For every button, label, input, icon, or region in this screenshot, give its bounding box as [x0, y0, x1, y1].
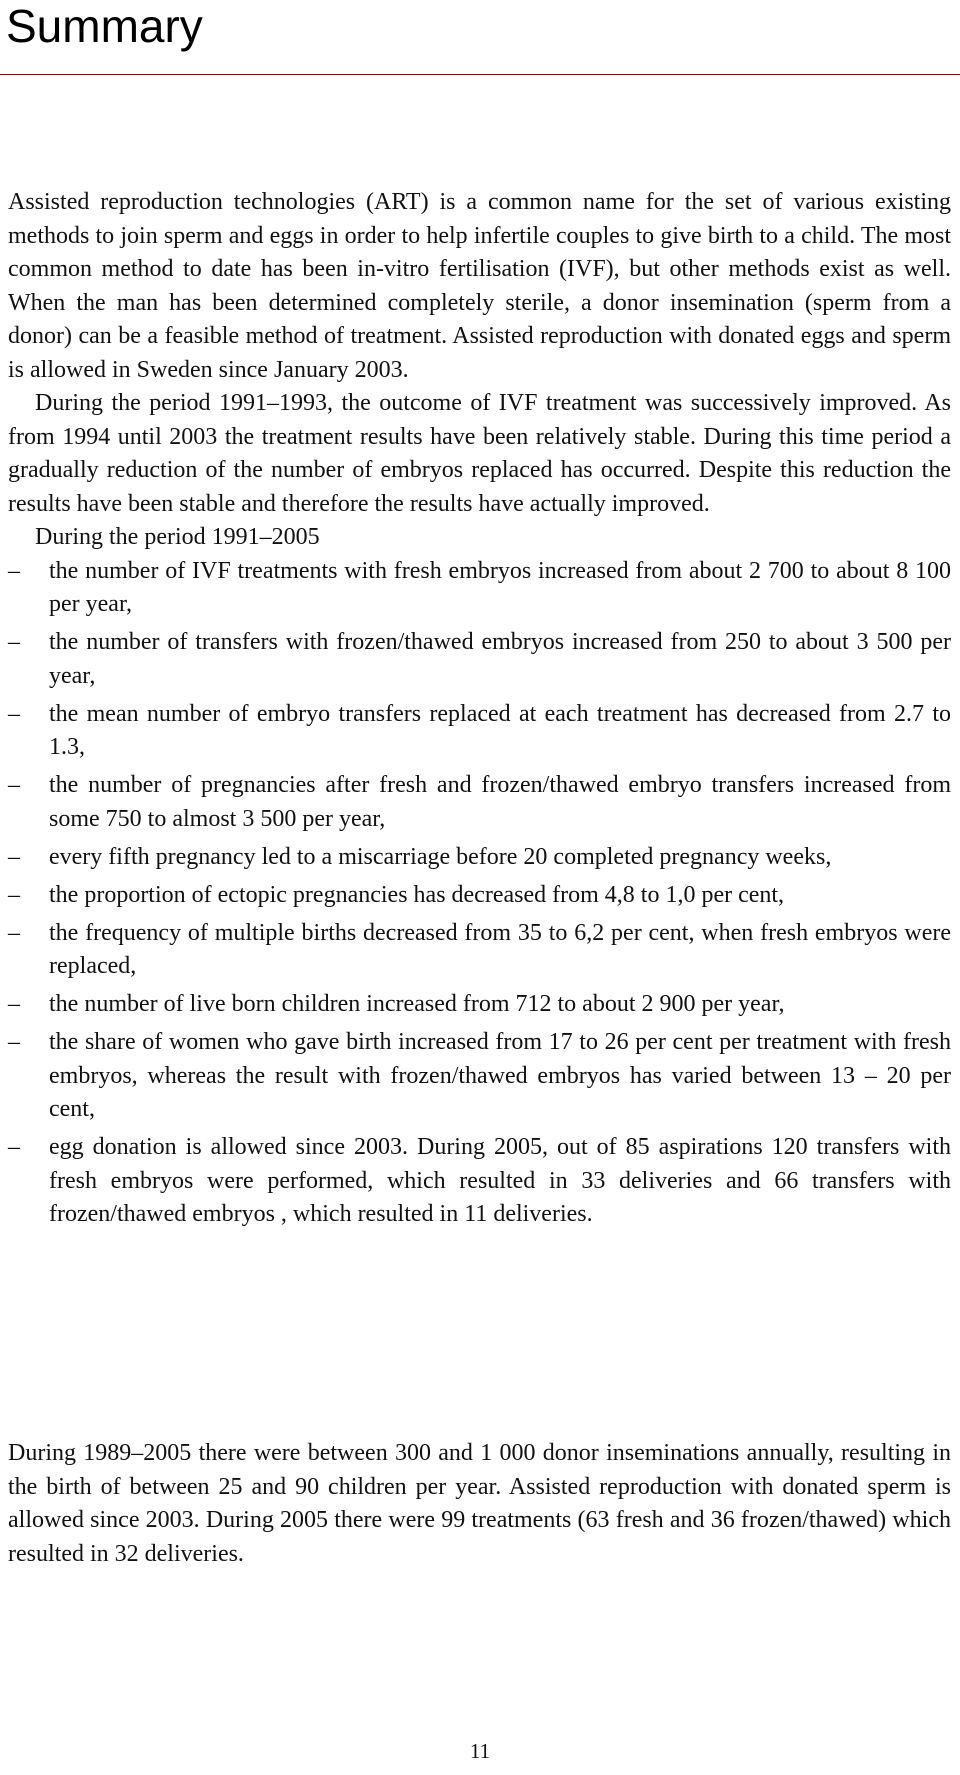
list-item: [8, 698, 951, 765]
dash-marker: –: [8, 843, 20, 870]
dash-marker: –: [8, 881, 20, 908]
list-item-text: the number of transfers with frozen/thawed embryos increased from 250 to about 3 500 per year,: [49, 629, 951, 689]
paragraph-donor-insemination: During 1989–2005 there were between 300 and 1 000 donor inseminations annually, resulting in the birth of between 25 and 90 children per year. Assisted reproduction with donated sperm is allowed since 2003. During 2005 there were 99 treatments (63 fresh and 36 frozen/thawed) which resulted in 32 deliveries.: [8, 1440, 951, 1567]
dash-marker: –: [8, 700, 20, 727]
dash-marker: –: [8, 919, 20, 946]
dash-marker: –: [8, 629, 20, 655]
list-item-text: the mean number of embryo transfers replaced at each treatment has decreased from 2.7 to 1.3,: [49, 700, 951, 760]
dash-marker: –: [8, 991, 20, 1017]
list-item: [8, 626, 951, 693]
paragraph-ivf-outcome: During the period 1991–1993, the outcome of IVF treatment was successively improved. As from 1994 until 2003 the treatment results have been relatively stable. During this time period a gradually reduction of the number of embryos replaced has occurred. Despite this reduction the results have been stable and therefore the results have actually improved.: [8, 390, 951, 517]
list-item: [8, 879, 951, 913]
list-item: [8, 769, 951, 836]
list-item-text: the number of live born children increased from 712 to about 2 900 per year,: [49, 991, 785, 1017]
dash-marker: –: [8, 557, 20, 584]
page-title: Summary: [6, 0, 203, 52]
list-item: [8, 841, 951, 875]
list-item-text: every fifth pregnancy led to a miscarriage before 20 completed pregnancy weeks,: [49, 843, 832, 870]
dash-marker: –: [8, 1134, 20, 1160]
list-item-text: the number of pregnancies after fresh and frozen/thawed embryo transfers increased from some 750 to almost 3 500 per year,: [49, 772, 951, 832]
list-item-text: the share of women who gave birth increased from 17 to 26 per cent per treatment with fresh embryos, whereas the result with frozen/thawed embryos has varied between 13 – 20 per cent,: [49, 1029, 951, 1122]
findings-list: [8, 555, 951, 1232]
list-item: [8, 988, 951, 1022]
list-item-text: the frequency of multiple births decreased from 35 to 6,2 per cent, when fresh embryos were replaced,: [49, 919, 951, 979]
heading-divider: [0, 74, 960, 75]
dash-marker: –: [8, 772, 20, 798]
list-item-text: egg donation is allowed since 2003. During 2005, out of 85 aspirations 120 transfers with fresh embryos were performed, which resulted in 33 deliveries and 66 transfers with frozen/thawed embryos , which resulted in 11 deliveries.: [49, 1134, 951, 1227]
list-item: [8, 1026, 951, 1127]
page-number: 11: [469, 1739, 491, 1763]
paragraph-art-intro: Assisted reproduction technologies (ART) is a common name for the set of various existing methods to join sperm and eggs in order to help infertile couples to give birth to a child. The most common method to date has been in-vitro fertilisation (IVF), but other methods exist as well. When the man has been determined completely sterile, a donor insemination (sperm from a donor) can be a feasible method of treatment. Assisted reproduction with donated eggs and sperm is allowed in Sweden since January 2003.: [8, 189, 951, 383]
list-item: [8, 555, 951, 622]
list-item-text: the number of IVF treatments with fresh embryos increased from about 2 700 to about 8 100 per year,: [49, 557, 951, 617]
paragraph-period-intro: During the period 1991–2005: [35, 524, 320, 550]
list-item: [8, 1131, 951, 1232]
dash-marker: –: [8, 1029, 20, 1055]
list-item-text: the proportion of ectopic pregnancies has decreased from 4,8 to 1,0 per cent,: [49, 881, 785, 908]
list-item: [8, 917, 951, 984]
donor-insemination-section: [8, 1437, 951, 1571]
summary-body: [8, 186, 951, 1232]
